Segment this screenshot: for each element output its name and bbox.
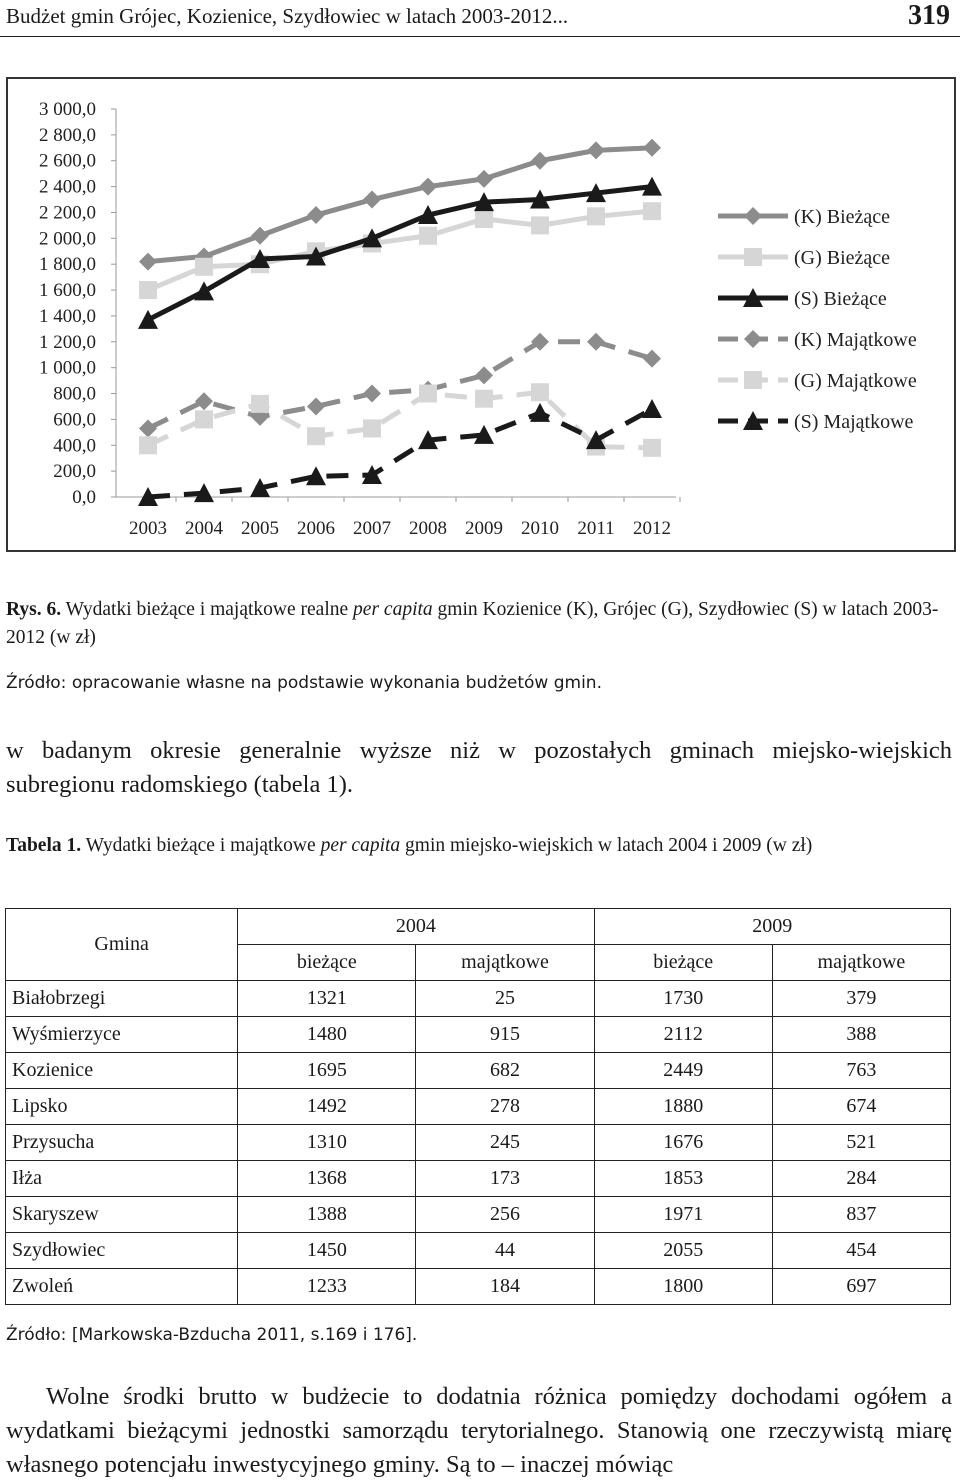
cell-value: 674 — [772, 1089, 950, 1125]
running-header — [0, 0, 960, 37]
y-tick-label: 400,0 — [53, 435, 96, 457]
cell-value: 44 — [416, 1233, 594, 1269]
cell-value: 1676 — [594, 1125, 772, 1161]
point-s-majatkowe — [530, 403, 550, 422]
point-g-majatkowe — [251, 395, 269, 413]
x-tick-label: 2005 — [241, 518, 279, 539]
cell-value: 1695 — [238, 1053, 416, 1089]
point-g-majatkowe — [195, 410, 213, 428]
chart-frame — [6, 77, 956, 552]
data-table — [5, 908, 951, 1305]
cell-value: 1233 — [238, 1269, 416, 1305]
point-s-biezace — [194, 281, 214, 300]
cell-value: 682 — [416, 1053, 594, 1089]
point-k-biezace — [643, 139, 661, 157]
cell-value: 1853 — [594, 1161, 772, 1197]
cell-value: 1321 — [238, 981, 416, 1017]
figure-caption-text-a: Wydatki bieżące i majątkowe realne — [61, 599, 354, 620]
figure-caption-italic: per capita — [353, 599, 433, 620]
cell-value: 284 — [772, 1161, 950, 1197]
x-tick-label: 2004 — [185, 518, 223, 539]
point-g-biezace — [419, 227, 437, 245]
y-tick-label: 2 200,0 — [39, 202, 96, 224]
cell-value: 915 — [416, 1017, 594, 1053]
y-tick-label: 3 000,0 — [39, 99, 96, 120]
table-row — [6, 1089, 951, 1125]
point-k-biezace — [419, 178, 437, 196]
table-source: Źródło: [Markowska-Bzducha 2011, s.169 i 176]. — [6, 1325, 418, 1345]
cell-value: 388 — [772, 1017, 950, 1053]
header-gmina: Gmina — [6, 909, 238, 981]
y-tick-label: 1 800,0 — [39, 254, 96, 276]
x-tick-label: 2011 — [577, 518, 615, 539]
y-tick-label: 2 000,0 — [39, 228, 96, 250]
table-row — [6, 1197, 951, 1233]
point-g-majatkowe — [363, 419, 381, 437]
legend-marker-k-biezace — [744, 207, 762, 225]
point-g-majatkowe — [475, 390, 493, 408]
legend-label-k-biezace: (K) Bieżące — [794, 206, 891, 228]
y-tick-label: 800,0 — [53, 383, 96, 405]
point-k-biezace — [475, 170, 493, 188]
point-g-majatkowe — [139, 436, 157, 454]
cell-value: 1800 — [594, 1269, 772, 1305]
legend-marker-g-biezace — [744, 248, 762, 266]
point-s-majatkowe — [642, 399, 662, 418]
series-line-k-biezace — [148, 148, 652, 262]
cell-value: 184 — [416, 1269, 594, 1305]
y-tick-label: 1 600,0 — [39, 280, 96, 302]
cell-gmina: Wyśmierzyce — [6, 1017, 238, 1053]
cell-value: 25 — [416, 981, 594, 1017]
series-line-g-majatkowe — [148, 392, 652, 448]
point-g-biezace — [587, 207, 605, 225]
point-k-majatkowe — [587, 333, 605, 351]
cell-value: 379 — [772, 981, 950, 1017]
point-k-majatkowe — [139, 419, 157, 437]
y-tick-label: 1 200,0 — [39, 331, 96, 353]
table-row — [6, 1017, 951, 1053]
cell-value: 1480 — [238, 1017, 416, 1053]
figure-label: Rys. 6. — [6, 599, 62, 620]
paragraph-2: Wolne środki brutto w budżecie to dodatnia różnica pomiędzy dochodami ogółem a wydatkami bieżącymi jednostki samorządu terytorialnego. Stanowią one rzeczywistą miarę własnego potencjału inwestycyjnego gminy. Są to – inaczej mówiąc — [6, 1383, 952, 1478]
point-g-biezace — [643, 202, 661, 220]
cell-gmina: Zwoleń — [6, 1269, 238, 1305]
y-tick-label: 1 000,0 — [39, 357, 96, 379]
table-row — [6, 1053, 951, 1089]
cell-gmina: Lipsko — [6, 1089, 238, 1125]
line-chart — [8, 79, 954, 550]
table-caption-text-b: gmin miejsko-wiejskich w latach 2004 i 2009 (w zł) — [400, 835, 813, 856]
figure-caption — [6, 596, 951, 652]
table-body — [6, 981, 951, 1305]
point-g-majatkowe — [307, 427, 325, 445]
cell-gmina: Iłża — [6, 1161, 238, 1197]
point-k-biezace — [251, 227, 269, 245]
legend-label-s-majatkowe: (S) Majątkowe — [794, 411, 914, 433]
figure-caption-text-b: gmin Kozienice (K), Grójec (G), Szydłowiec (S) w latach 2003-2012 (w zł) — [6, 599, 939, 648]
table-label: Tabela 1. — [6, 835, 82, 856]
y-tick-label: 600,0 — [53, 409, 96, 431]
series-line-s-biezace — [148, 187, 652, 320]
legend-label-s-biezace: (S) Bieżące — [794, 288, 887, 310]
header-majatkowe-2004: majątkowe — [416, 945, 594, 981]
point-k-biezace — [363, 191, 381, 209]
point-k-majatkowe — [475, 366, 493, 384]
cell-value: 454 — [772, 1233, 950, 1269]
point-k-biezace — [139, 253, 157, 271]
cell-value: 837 — [772, 1197, 950, 1233]
figure-source: Źródło: opracowanie własne na podstawie wykonania budżetów gmin. — [6, 673, 602, 693]
running-title: Budżet gmin Grójec, Kozienice, Szydłowiec w latach 2003-2012... — [6, 4, 569, 28]
legend-label-g-biezace: (G) Bieżące — [794, 247, 891, 269]
cell-value: 1310 — [238, 1125, 416, 1161]
cell-gmina: Przysucha — [6, 1125, 238, 1161]
y-tick-label: 2 400,0 — [39, 176, 96, 198]
page-number: 319 — [908, 0, 950, 31]
y-tick-label: 200,0 — [53, 461, 96, 483]
cell-value: 245 — [416, 1125, 594, 1161]
cell-value: 1730 — [594, 981, 772, 1017]
point-k-biezace — [587, 141, 605, 159]
header-majatkowe-2009: majątkowe — [772, 945, 950, 981]
point-g-biezace — [531, 216, 549, 234]
x-tick-label: 2007 — [353, 518, 391, 539]
point-k-majatkowe — [195, 392, 213, 410]
cell-value: 1971 — [594, 1197, 772, 1233]
cell-value: 1450 — [238, 1233, 416, 1269]
point-s-biezace — [138, 310, 158, 329]
header-biezace-2004: bieżące — [238, 945, 416, 981]
cell-value: 2112 — [594, 1017, 772, 1053]
cell-value: 697 — [772, 1269, 950, 1305]
table-caption — [6, 832, 951, 860]
header-year-2004: 2004 — [238, 909, 594, 945]
point-k-majatkowe — [307, 397, 325, 415]
point-g-majatkowe — [643, 439, 661, 457]
table-caption-text-a: Wydatki bieżące i majątkowe — [81, 835, 321, 856]
x-tick-label: 2010 — [521, 518, 559, 539]
point-k-biezace — [307, 206, 325, 224]
cell-value: 2055 — [594, 1233, 772, 1269]
point-k-majatkowe — [643, 350, 661, 368]
x-tick-label: 2012 — [633, 518, 671, 539]
x-tick-label: 2003 — [129, 518, 167, 539]
cell-value: 1388 — [238, 1197, 416, 1233]
point-g-biezace — [139, 281, 157, 299]
point-g-biezace — [195, 258, 213, 276]
y-tick-label: 1 400,0 — [39, 305, 96, 327]
cell-gmina: Kozienice — [6, 1053, 238, 1089]
cell-value: 763 — [772, 1053, 950, 1089]
cell-value: 1368 — [238, 1161, 416, 1197]
cell-value: 1880 — [594, 1089, 772, 1125]
cell-gmina: Białobrzegi — [6, 981, 238, 1017]
cell-value: 521 — [772, 1125, 950, 1161]
legend-label-k-majatkowe: (K) Majątkowe — [794, 329, 917, 351]
point-g-majatkowe — [531, 383, 549, 401]
y-tick-label: 0,0 — [72, 487, 96, 508]
paragraph-1: w badanym okresie generalnie wyższe niż w pozostałych gminach miejsko-wiejskich subregionu radomskiego (tabela 1). — [6, 737, 952, 798]
table-row — [6, 1161, 951, 1197]
table-caption-italic: per capita — [320, 835, 401, 856]
header-year-2009: 2009 — [594, 909, 950, 945]
cell-gmina: Szydłowiec — [6, 1233, 238, 1269]
point-k-majatkowe — [363, 385, 381, 403]
legend-marker-g-majatkowe — [744, 371, 762, 389]
x-tick-label: 2006 — [297, 518, 335, 539]
y-tick-label: 2 600,0 — [39, 150, 96, 172]
table-row — [6, 1269, 951, 1305]
x-tick-label: 2008 — [409, 518, 447, 539]
point-g-biezace — [475, 210, 493, 228]
point-g-majatkowe — [419, 385, 437, 403]
x-tick-label: 2009 — [465, 518, 503, 539]
table-row — [6, 1233, 951, 1269]
cell-value: 256 — [416, 1197, 594, 1233]
y-tick-label: 2 800,0 — [39, 124, 96, 146]
header-biezace-2009: bieżące — [594, 945, 772, 981]
cell-value: 173 — [416, 1161, 594, 1197]
legend-marker-k-majatkowe — [744, 330, 762, 348]
series-line-s-majatkowe — [148, 409, 652, 497]
cell-value: 1492 — [238, 1089, 416, 1125]
point-k-biezace — [531, 152, 549, 170]
cell-value: 2449 — [594, 1053, 772, 1089]
table-row — [6, 1125, 951, 1161]
legend-label-g-majatkowe: (G) Majątkowe — [794, 370, 917, 392]
table-row — [6, 981, 951, 1017]
cell-gmina: Skaryszew — [6, 1197, 238, 1233]
cell-value: 278 — [416, 1089, 594, 1125]
